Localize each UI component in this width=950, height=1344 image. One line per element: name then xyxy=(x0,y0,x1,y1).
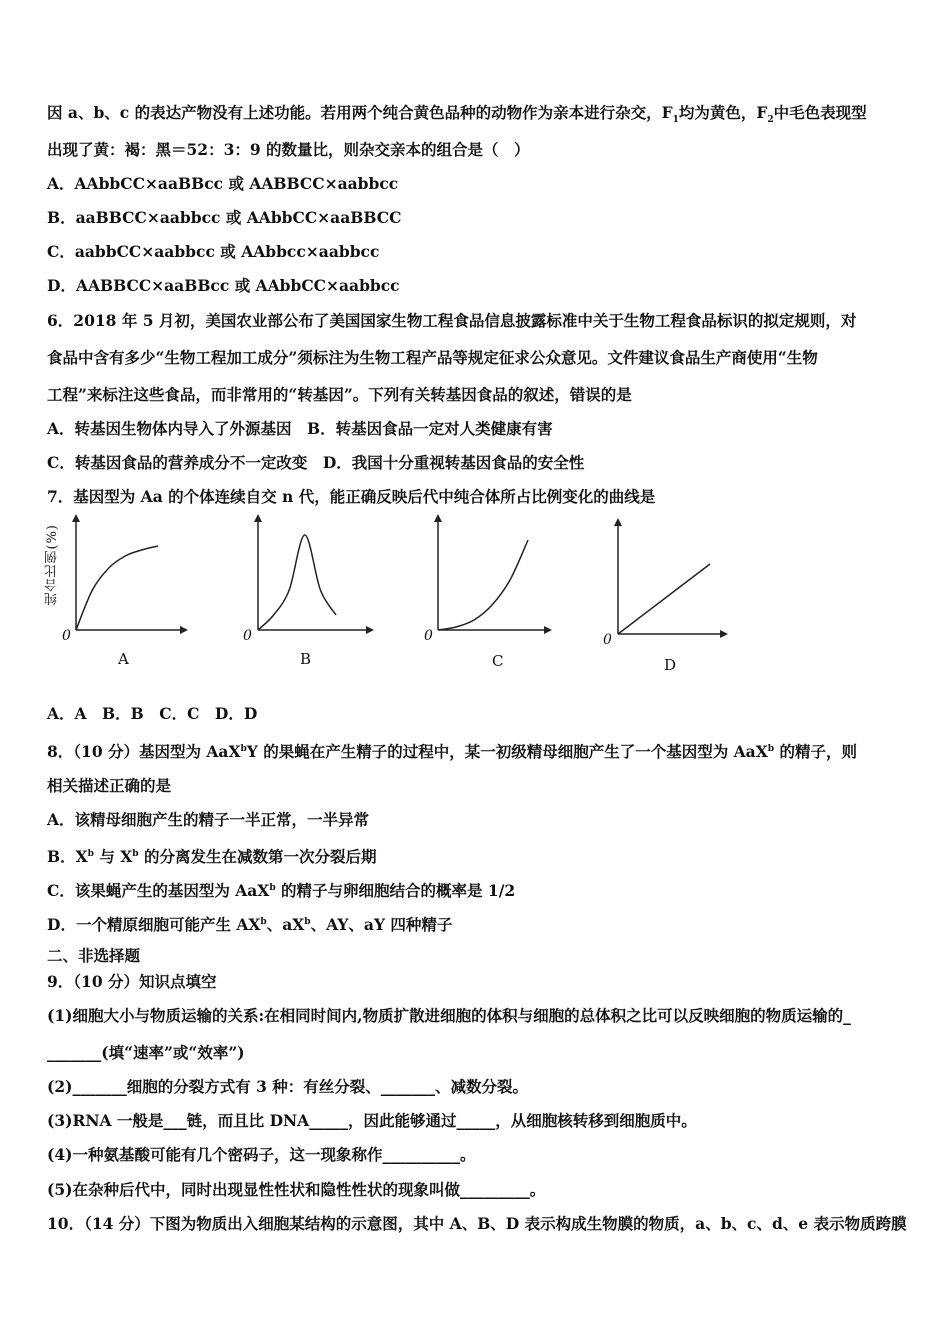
q6-stem-line1: 6．2018 年 5 月初，美国农业部公布了美国国家生物工程食品信息披露标准中关于生物工程食品标识的拟定规则，对 xyxy=(47,311,857,330)
chart-c-y-arrow xyxy=(434,514,442,522)
chart-c-curve xyxy=(438,540,528,630)
chart-a-x-arrow xyxy=(180,626,188,634)
q9-item2: (2)_______细胞的分裂方式有 3 种：有丝分裂、_______、减数分裂。 xyxy=(47,1077,529,1096)
q6-stem-line2: 食品中含有多少“生物工程加工成分”须标注为生物工程产品等规定征求公众意见。文件建议食品生产商使用“生物 xyxy=(47,348,818,367)
q9-item1: (1)细胞大小与物质运输的关系:在相同时间内,物质扩散进细胞的体积与细胞的总体积之比可以反映细胞的物质运输的_ xyxy=(47,1006,851,1025)
q7-charts xyxy=(40,510,760,690)
chart-c-label: C xyxy=(492,652,504,670)
chart-a-curve xyxy=(76,546,158,630)
chart-d-y-arrow xyxy=(614,518,622,526)
q5-stem-line2: 出现了黄：褐：黑＝52：3：9 的数量比，则杂交亲本的组合是（ ） xyxy=(47,140,530,159)
chart-b xyxy=(230,510,390,690)
q8-stem-line2: 相关描述正确的是 xyxy=(47,776,172,795)
q6-options-row1: A．转基因生物体内导入了外源基因 B．转基因食品一定对人类健康有害 xyxy=(47,419,553,438)
chart-b-curve xyxy=(258,535,336,630)
chart-b-label: B xyxy=(300,650,312,668)
chart-d xyxy=(590,510,750,690)
q7-answers: A．A B．B C．C D．D xyxy=(47,704,258,723)
q6-options-row2: C．转基因食品的营养成分不一定改变 D．我国十分重视转基因食品的安全性 xyxy=(47,453,585,472)
q8-option-b: B．$X^b$ 与 $X^b$ 的分离发生在减数第一次分裂后期 xyxy=(47,847,377,867)
chart-d-origin: 0 xyxy=(603,632,612,648)
q7-stem: 7．基因型为 Aa 的个体连续自交 n 代，能正确反映后代中纯合体所占比例变化的曲线是 xyxy=(47,487,656,506)
q8-stem-line1: 8．（10 分）基因型为 AaX$^b$Y 的果蝇在产生精子的过程中，某一初级精母细胞产生了一个基因型为 AaX$^b$ 的精子，则 xyxy=(47,742,857,762)
chart-d-curve xyxy=(618,564,710,634)
section-heading: 二、非选择题 xyxy=(47,946,141,965)
q9-item4: (4)一种氨基酸可能有几个密码子，这一现象称作__________。 xyxy=(47,1145,476,1164)
chart-b-x-arrow xyxy=(366,626,374,634)
chart-a xyxy=(40,510,200,690)
q10-stem: 10．（14 分）下图为物质出入细胞某结构的示意图，其中 A、B、D 表示构成生物膜的物质，a、b、c、d、e 表示物质跨膜 xyxy=(47,1214,907,1233)
q9-item1-cont: _______(填“速率”或“效率”) xyxy=(47,1043,245,1062)
q6-stem-line3: 工程”来标注这些食品，而非常用的“转基因”。下列有关转基因食品的叙述，错误的是 xyxy=(47,385,632,404)
q9-stem: 9．（10 分）知识点填空 xyxy=(47,972,217,991)
chart-c-x-arrow xyxy=(544,626,552,634)
q5-option-b: B．aaBBCC×aabbcc 或 AAbbCC×aaBBCC xyxy=(47,208,402,227)
q5-stem-line1: 因 a、b、c 的表达产物没有上述功能。若用两个纯合黄色品种的动物作为亲本进行杂交，$F_1$均为黄色，$F_2$中毛色表现型 xyxy=(47,103,867,126)
chart-c xyxy=(410,510,570,690)
q5-option-d: D．AABBCC×aaBBcc 或 AAbbCC×aabbcc xyxy=(47,276,400,295)
q8-option-d: D．一个精原细胞可能产生 $AX^b$、$aX^b$、AY、aY 四种精子 xyxy=(47,915,453,935)
q8-option-a: A．该精母细胞产生的精子一半正常，一半异常 xyxy=(47,810,370,829)
chart-c-svg xyxy=(410,510,570,690)
chart-a-label: A xyxy=(118,650,129,668)
chart-d-label: D xyxy=(664,656,677,674)
chart-c-origin: 0 xyxy=(424,628,433,644)
chart-a-y-arrow xyxy=(72,514,80,522)
q9-item3: (3)RNA 一般是___链，而且比 DNA_____，因此能够通过_____，从细胞核转移到细胞质中。 xyxy=(47,1111,697,1130)
chart-b-y-arrow xyxy=(254,514,262,522)
chart-b-origin: 0 xyxy=(243,628,252,644)
q5-option-a: A．AAbbCC×aaBBcc 或 AABBCC×aabbcc xyxy=(47,174,399,193)
q9-item5: (5)在杂种后代中，同时出现显性性状和隐性性状的现象叫做_________。 xyxy=(47,1180,546,1199)
chart-d-x-arrow xyxy=(720,630,728,638)
chart-a-origin: 0 xyxy=(62,628,71,644)
q8-option-c: C．该果蝇产生的基因型为 AaX$^b$ 的精子与卵细胞结合的概率是 1/2 xyxy=(47,881,516,901)
q5-option-c: C．aabbCC×aabbcc 或 AAbbcc×aabbcc xyxy=(47,242,380,261)
chart-a-ylabel: 纯合比例(%) xyxy=(45,524,60,606)
